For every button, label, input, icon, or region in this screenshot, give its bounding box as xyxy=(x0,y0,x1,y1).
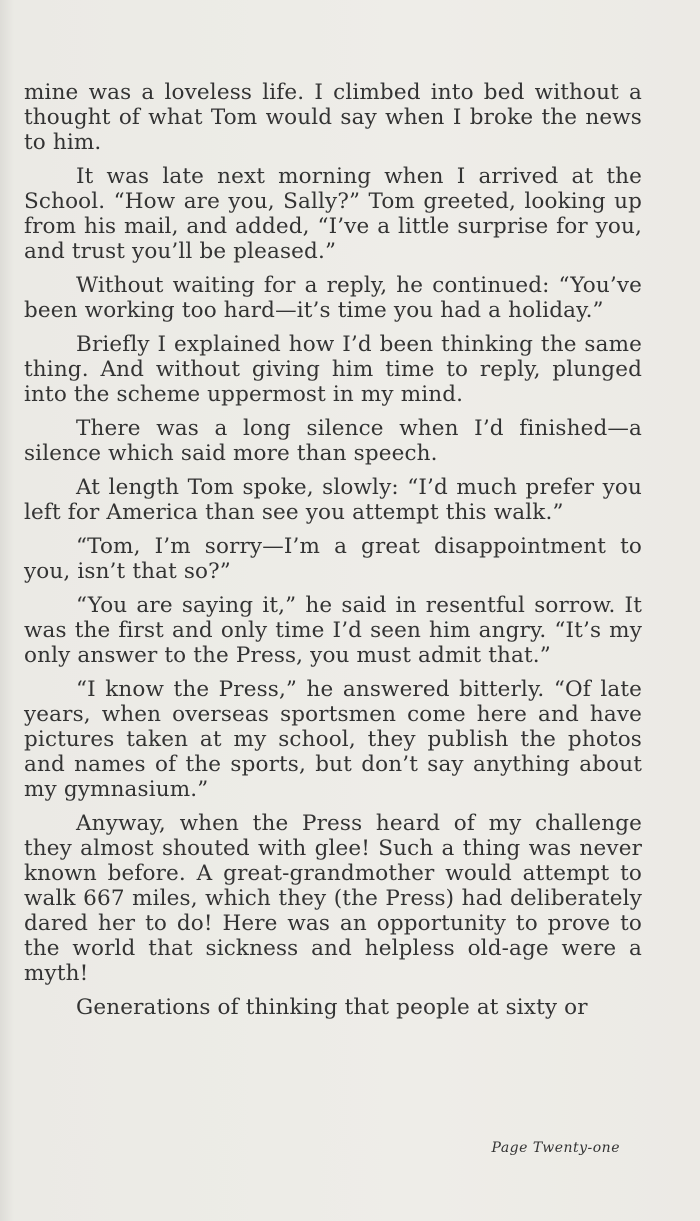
body-text xyxy=(24,80,642,1029)
paragraph-10: Anyway, when the Press heard of my challenge they almost shouted with glee! Such a thing was never known before. A great-grandmother would attempt to walk 667 miles, which they (the Press) had deliberately dared her to do! Here was an opportunity to prove to the world that sickness and helpless old-age were a myth! xyxy=(24,811,642,986)
paragraph-2: It was late next morning when I arrived at the School. “How are you, Sally?” Tom greeted, looking up from his mail, and added, “I’ve a little surprise for you, and trust you’ll be pleased.” xyxy=(24,164,642,264)
paragraph-3: Without waiting for a reply, he continued: “You’ve been working too hard—it’s time you had a holiday.” xyxy=(24,273,642,323)
paragraph-9: “I know the Press,” he answered bitterly. “Of late years, when overseas sportsmen come here and have pictures taken at my school, they publish the photos and names of the sports, but don’t say anything about my gymnasium.” xyxy=(24,677,642,802)
paragraph-5: There was a long silence when I’d finished—a silence which said more than speech. xyxy=(24,416,642,466)
paragraph-6: At length Tom spoke, slowly: “I’d much prefer you left for America than see you attempt this walk.” xyxy=(24,475,642,525)
paragraph-8: “You are saying it,” he said in resentful sorrow. It was the first and only time I’d seen him angry. “It’s my only answer to the Press, you must admit that.” xyxy=(24,593,642,668)
paragraph-7: “Tom, I’m sorry—I’m a great disappointment to you, isn’t that so?” xyxy=(24,534,642,584)
paragraph-1: mine was a loveless life. I climbed into bed without a thought of what Tom would say when I broke the news to him. xyxy=(24,80,642,155)
paragraph-4: Briefly I explained how I’d been thinking the same thing. And without giving him time to reply, plunged into the scheme uppermost in my mind. xyxy=(24,332,642,407)
paragraph-11: Generations of thinking that people at sixty or xyxy=(76,995,588,1020)
page-number-label: Page Twenty-one xyxy=(491,1140,620,1156)
